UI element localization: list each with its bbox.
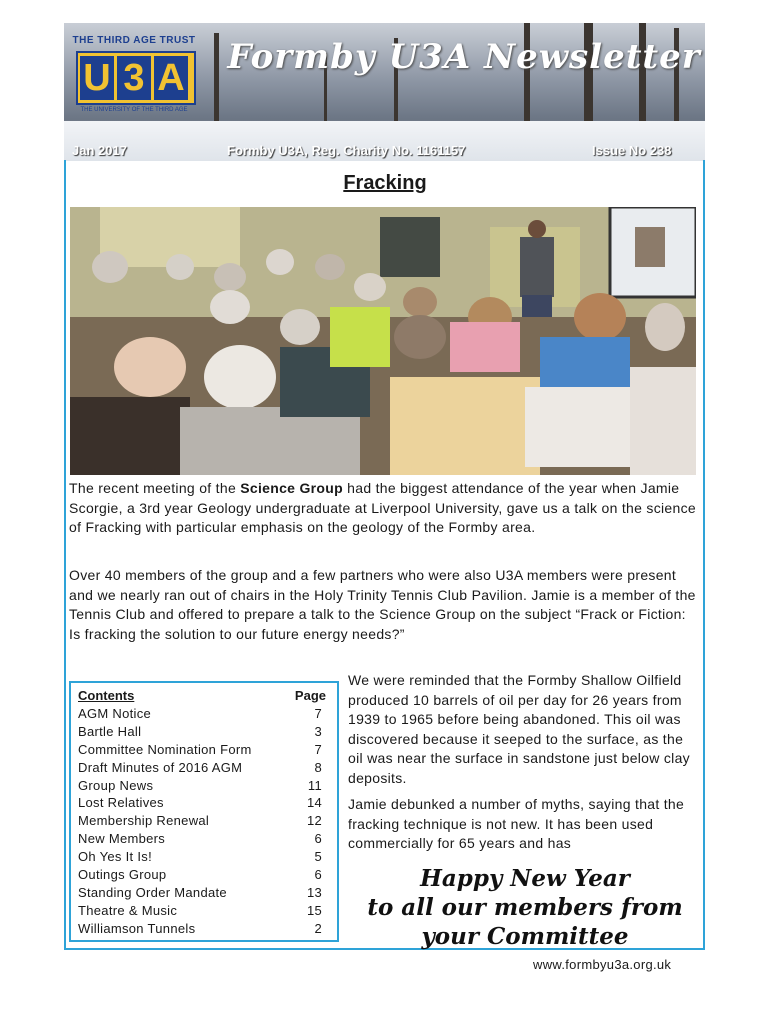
- article-paragraph-2: Over 40 members of the group and a few partners who were also U3A members were present and we nearly ran out of chairs in the Holy Trinity Tennis Club Pavilion. Jamie is a member of the Tennis Club and offered to prepare a talk to the Science Group on the subject “Frack or Fiction: Is fracking the solution to our future energy needs?”: [69, 567, 696, 642]
- contents-item-page: 7: [314, 741, 322, 757]
- contents-item-page: 11: [307, 777, 322, 793]
- contents-item[interactable]: [78, 759, 322, 777]
- contents-item-page: 14: [306, 795, 322, 811]
- contents-item-label: Standing Order Mandate: [78, 884, 227, 900]
- article-paragraph-1: [69, 479, 699, 538]
- logo-trust-text: THE THIRD AGE TRUST: [72, 35, 196, 46]
- contents-heading: Contents: [78, 688, 135, 703]
- contents-item[interactable]: [78, 902, 322, 920]
- contents-item-label: Oh Yes It Is!: [78, 849, 152, 865]
- contents-item-page: 6: [314, 867, 322, 883]
- contents-item[interactable]: [78, 777, 322, 795]
- contents-item[interactable]: [78, 920, 322, 938]
- contents-item-label: Lost Relatives: [78, 795, 164, 811]
- logo-motto: THE UNIVERSITY OF THE THIRD AGE: [80, 107, 188, 113]
- contents-box: [69, 681, 339, 942]
- paragraph-text: The recent meeting of the: [69, 480, 241, 496]
- issue-date: Jan 2017: [72, 143, 127, 158]
- contents-item-label: AGM Notice: [78, 706, 152, 721]
- contents-item-label: Group News: [78, 777, 154, 793]
- contents-item[interactable]: [78, 723, 322, 741]
- contents-item-page: 13: [306, 884, 322, 900]
- contents-item-label: Committee Nomination Form: [78, 741, 252, 757]
- greeting-line: to all our members from: [367, 894, 683, 921]
- contents-item-label: Bartle Hall: [78, 723, 142, 739]
- greeting-line: your Committee: [421, 923, 629, 950]
- science-group-name: Science Group: [240, 480, 343, 496]
- u3a-logo: [72, 31, 196, 127]
- logo-letters: [76, 51, 196, 105]
- contents-item-label: Outings Group: [78, 867, 167, 883]
- logo-letter: 3: [117, 56, 151, 100]
- contents-item-page: 2: [314, 920, 322, 936]
- article-paragraph-3: We were reminded that the Formby Shallow Oilfield produced 10 barrels of oil per day for 26 years from 1939 to 1965 before being abandoned. This oil was discovered because it seeped to the surface, as the oil was near the surface in sandstone just below clay deposits.: [348, 672, 690, 786]
- contents-item-label: New Members: [78, 831, 166, 847]
- article-paragraph-4: Jamie debunked a number of myths, saying that the fracking technique is not new. It has been used commercially for 65 years and has: [348, 796, 685, 851]
- website-link[interactable]: www.formbyu3a.org.uk: [533, 957, 672, 972]
- charity-number: Formby U3A, Reg. Charity No. 1161157: [227, 143, 466, 158]
- contents-item-page: 7: [314, 706, 322, 721]
- contents-item[interactable]: [78, 705, 322, 723]
- masthead-banner: [64, 23, 705, 161]
- contents-item-label: Draft Minutes of 2016 AGM: [78, 759, 243, 775]
- contents-item[interactable]: [78, 848, 322, 866]
- contents-item-page: 15: [306, 902, 322, 918]
- contents-header: [78, 688, 326, 703]
- meeting-photo: [70, 207, 696, 475]
- contents-item-page: 5: [314, 849, 322, 865]
- contents-item-page: 8: [314, 759, 322, 775]
- contents-item[interactable]: [78, 866, 322, 884]
- contents-item-label: Membership Renewal: [78, 813, 210, 829]
- contents-item[interactable]: [78, 741, 322, 759]
- contents-item[interactable]: [78, 884, 322, 902]
- contents-item-page: 6: [314, 831, 322, 847]
- contents-item-label: Theatre & Music: [78, 902, 178, 918]
- contents-item-page: 3: [314, 723, 322, 739]
- contents-item[interactable]: [78, 812, 322, 830]
- new-year-greeting: [345, 864, 705, 951]
- contents-list: [78, 705, 322, 938]
- contents-item-label: Williamson Tunnels: [78, 920, 196, 936]
- newsletter-title: Formby U3A Newsletter: [227, 37, 701, 77]
- article-title: Fracking: [343, 172, 427, 194]
- meeting-photo-image: [70, 207, 696, 475]
- logo-letter: A: [154, 56, 188, 100]
- page-heading: Page: [294, 688, 326, 703]
- issue-number: Issue No 238: [592, 143, 672, 158]
- paragraph-text: had the biggest attendance of the year when Jamie Scorgie, a 3rd year Geology undergraduate at Liverpool University, gave us a talk on the science of Fracking with particular emphasis on the geology of the Formby area.: [69, 480, 696, 535]
- contents-item[interactable]: [78, 830, 322, 848]
- logo-letter: U: [80, 56, 114, 100]
- greeting-line: Happy New Year: [420, 865, 630, 892]
- contents-item-page: 12: [306, 813, 322, 829]
- contents-item[interactable]: [78, 794, 322, 812]
